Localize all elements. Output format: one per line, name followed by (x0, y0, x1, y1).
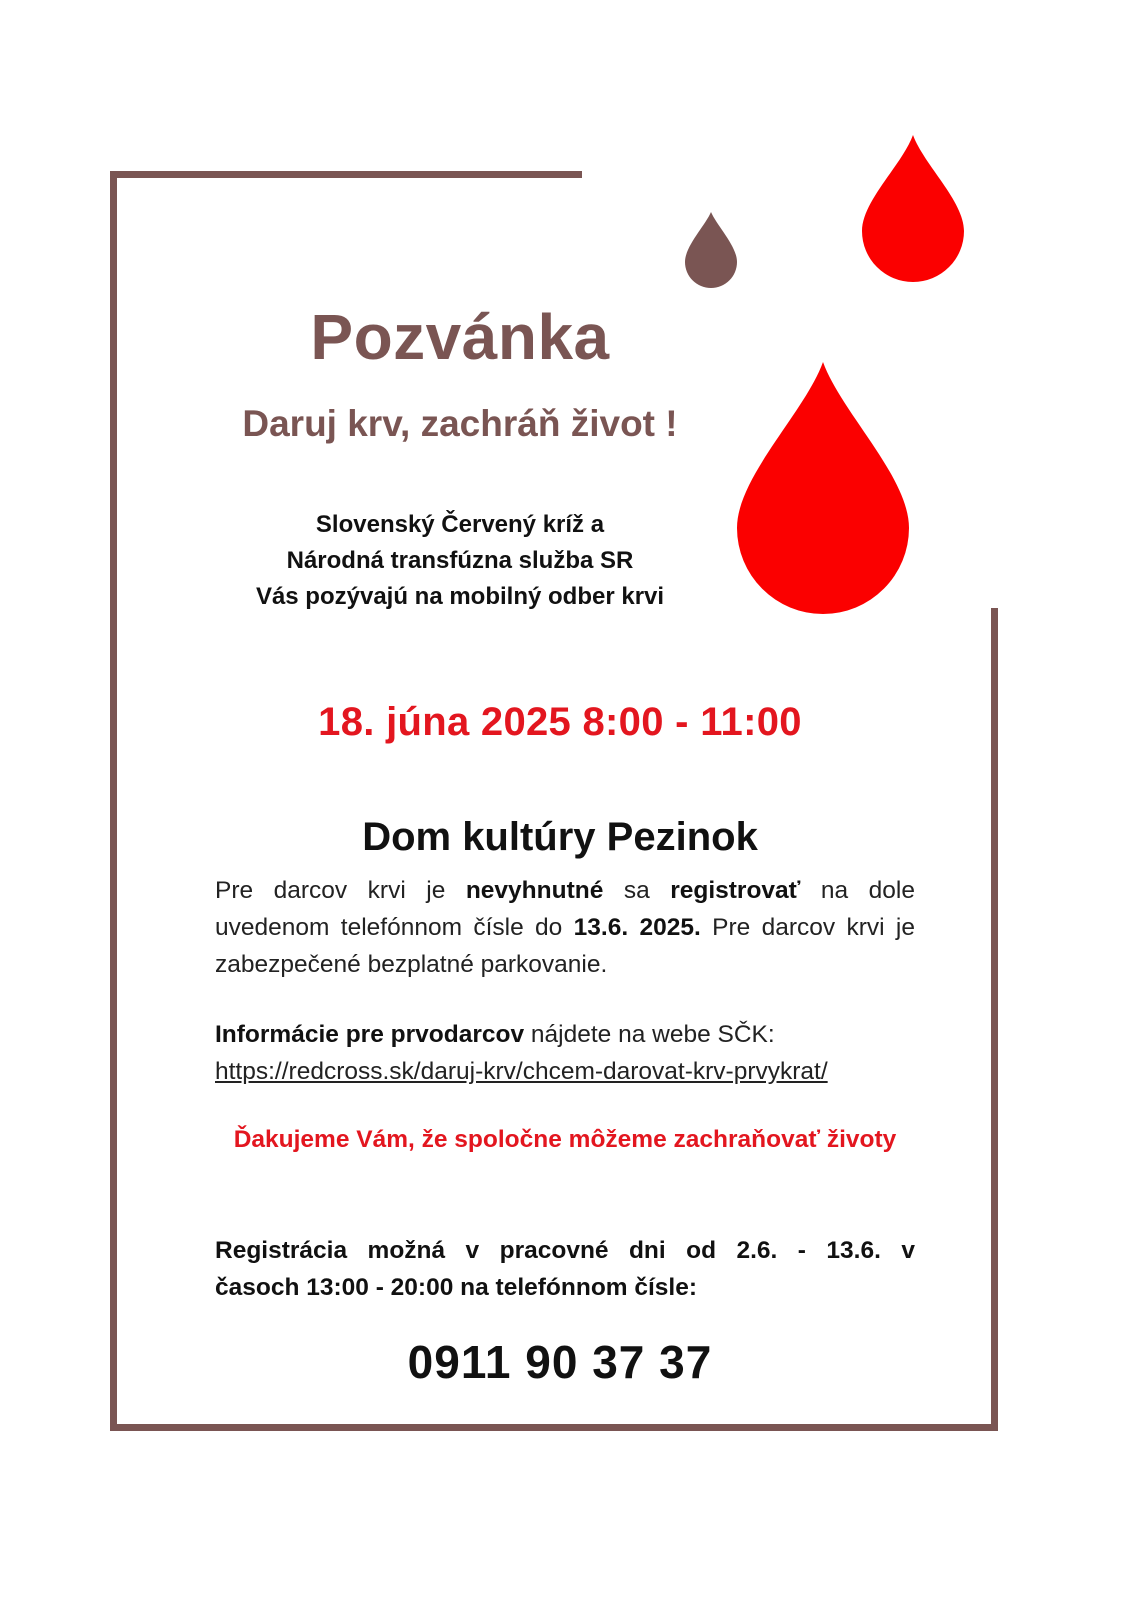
registration-info-paragraph: Pre darcov krvi je nevyhnutné sa registrovať na dole uvedenom telefónnom čísle do 13.6. 2025. Pre darcov krvi je zabezpečené bezplatné parkovanie. (215, 877, 916, 978)
blood-drop-icon (735, 362, 911, 616)
organizer-line: Vás pozývajú na mobilný odber krvi (255, 583, 665, 610)
first-donors-label: Informácie pre prvodarcov (215, 1021, 525, 1048)
organizer-line: Národná transfúzna služba SR (286, 547, 634, 574)
blood-drop-icon (860, 135, 966, 283)
event-date-time: 18. júna 2025 8:00 - 11:00 (318, 700, 802, 744)
registration-deadline: 13.6. 2025. (573, 914, 701, 941)
frame-left-line (110, 171, 117, 1431)
first-donors-link[interactable]: https://redcross.sk/daruj-krv/chcem-darovat-krv-prvykrat/ (215, 1058, 828, 1085)
frame-right-line (991, 608, 998, 1431)
frame-bottom-line (110, 1424, 998, 1431)
subtitle: Daruj krv, zachráň život ! (242, 403, 678, 444)
event-venue: Dom kultúry Pezinok (362, 815, 758, 859)
phone-number: 0911 90 37 37 (407, 1336, 713, 1388)
emphasis-required: nevyhnutné (465, 877, 604, 904)
page-title: Pozvánka (310, 301, 610, 373)
first-donors-paragraph: Informácie pre prvodarcov nájdete na webe SČK: https://redcross.sk/daruj-krv/chcem-darovat-krv-prvykrat/ (215, 1021, 828, 1085)
emphasis-register: registrovať (670, 877, 801, 904)
frame-top-line (110, 171, 582, 178)
blood-drop-icon (683, 212, 739, 288)
registration-hours-paragraph: Registrácia možná v pracovné dni od 2.6. - 13.6. v časoch 13:00 - 20:00 na telefónnom čísle: (215, 1237, 915, 1301)
organizers-block (200, 507, 720, 615)
thanks-message: Ďakujeme Vám, že spoločne môžeme zachraňovať životy (233, 1126, 897, 1153)
organizer-line: Slovenský Červený kríž a (315, 511, 605, 538)
